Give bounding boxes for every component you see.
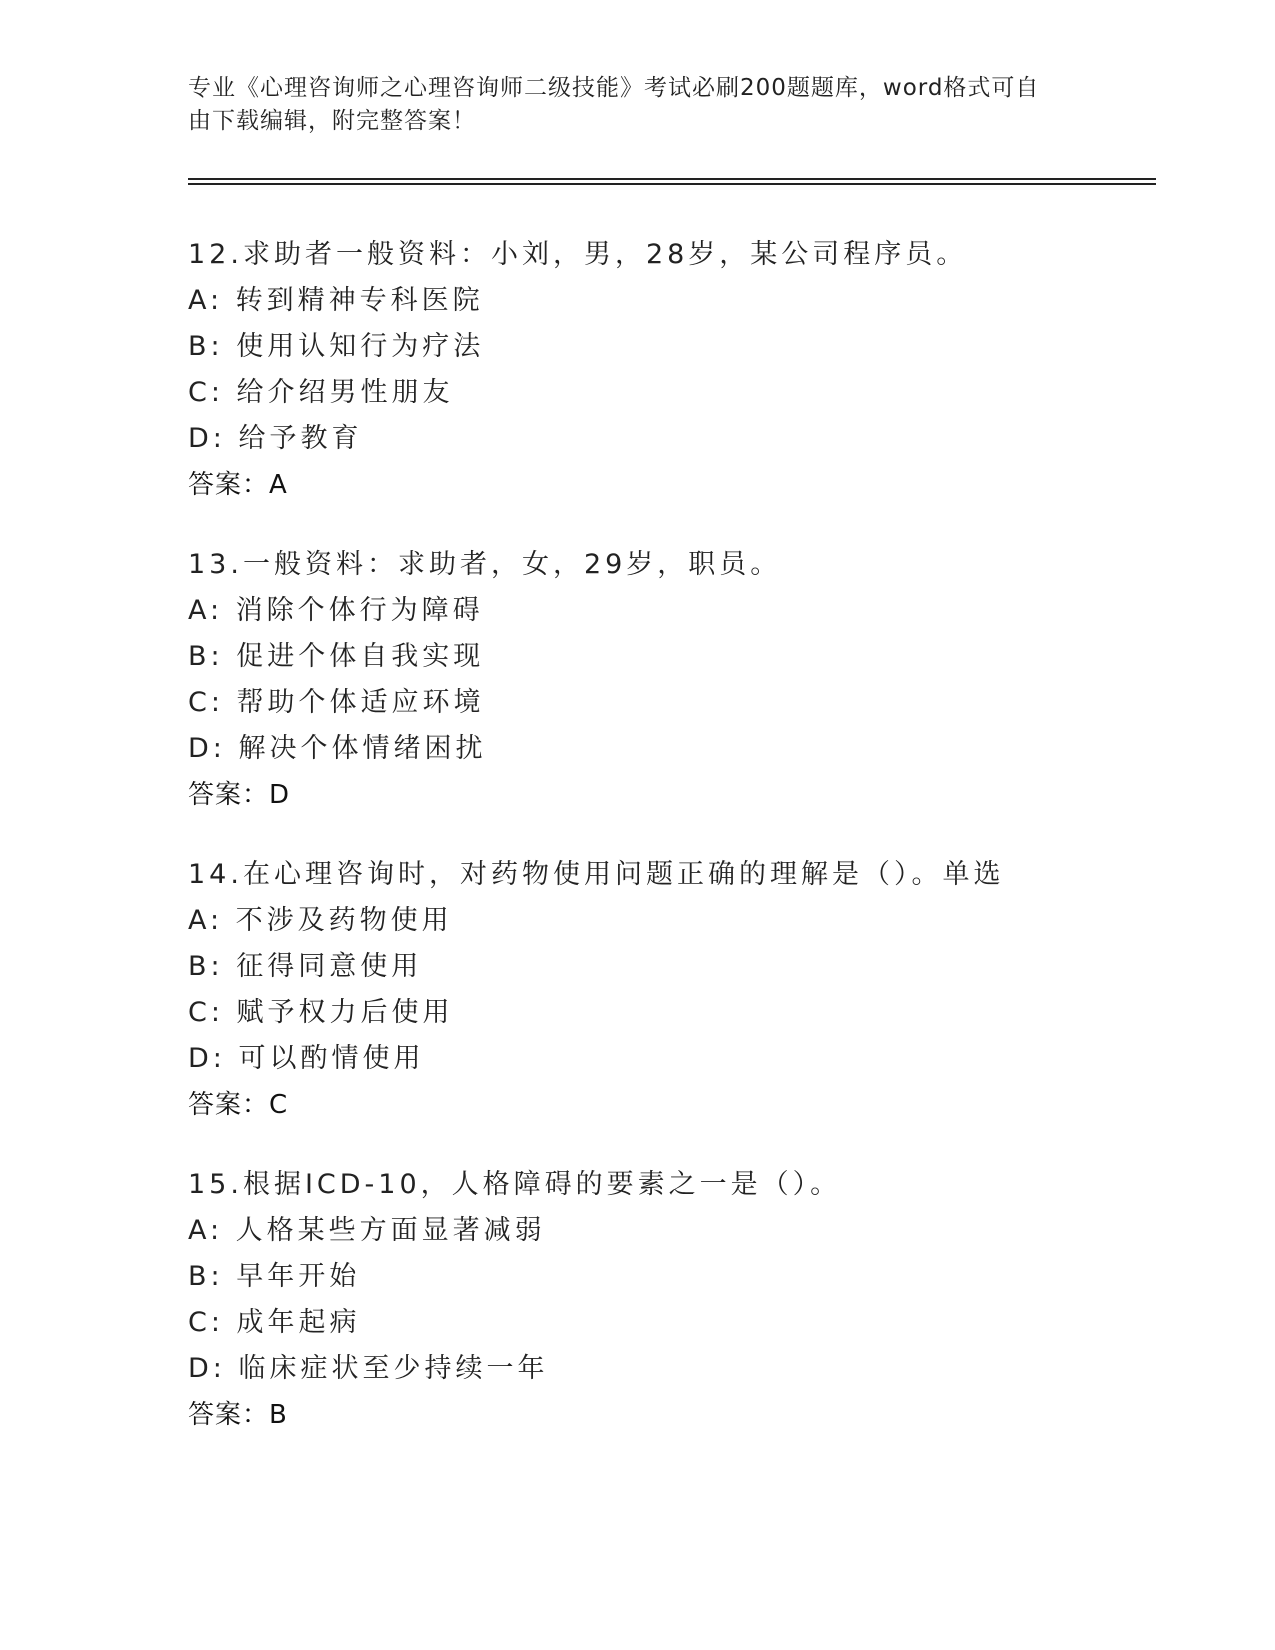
option-b: B: 使用认知行为疗法	[188, 331, 485, 362]
question-15	[188, 1162, 1168, 1438]
question-stem: 15.根据ICD-10，人格障碍的要素之一是（）。	[188, 1169, 842, 1200]
option-a: A: 消除个体行为障碍	[188, 595, 484, 626]
header-divider-bottom	[188, 183, 1156, 185]
option-a: A: 不涉及药物使用	[188, 905, 453, 936]
answer-label: 答案：B	[188, 1400, 288, 1430]
header-line-2: 由下载编辑，附完整答案！	[188, 108, 476, 134]
option-c: C: 帮助个体适应环境	[188, 687, 485, 718]
option-a: A: 人格某些方面显著减弱	[188, 1215, 546, 1246]
question-14	[188, 852, 1168, 1128]
option-b: B: 促进个体自我实现	[188, 641, 485, 672]
answer-label: 答案：C	[188, 1090, 289, 1120]
header-divider-top	[188, 178, 1156, 180]
document-header	[188, 72, 1078, 138]
question-stem: 12.求助者一般资料：小刘，男，28岁，某公司程序员。	[188, 239, 968, 270]
header-line-1: 专业《心理咨询师之心理咨询师二级技能》考试必刷200题题库，word格式可自	[188, 75, 1040, 101]
option-d: D: 可以酌情使用	[188, 1043, 425, 1074]
answer-label: 答案：A	[188, 470, 288, 500]
answer-label: 答案：D	[188, 780, 291, 810]
option-d: D: 给予教育	[188, 423, 363, 454]
question-12	[188, 232, 1168, 508]
option-c: C: 成年起病	[188, 1307, 361, 1338]
option-d: D: 临床症状至少持续一年	[188, 1353, 549, 1384]
option-b: B: 征得同意使用	[188, 951, 423, 982]
option-a: A: 转到精神专科医院	[188, 285, 484, 316]
question-stem: 13.一般资料：求助者，女，29岁，职员。	[188, 549, 782, 580]
option-c: C: 赋予权力后使用	[188, 997, 454, 1028]
option-c: C: 给介绍男性朋友	[188, 377, 454, 408]
question-stem: 14.在心理咨询时，对药物使用问题正确的理解是（）。单选	[188, 859, 1005, 890]
option-d: D: 解决个体情绪困扰	[188, 733, 487, 764]
option-b: B: 早年开始	[188, 1261, 361, 1292]
question-13	[188, 542, 1168, 818]
